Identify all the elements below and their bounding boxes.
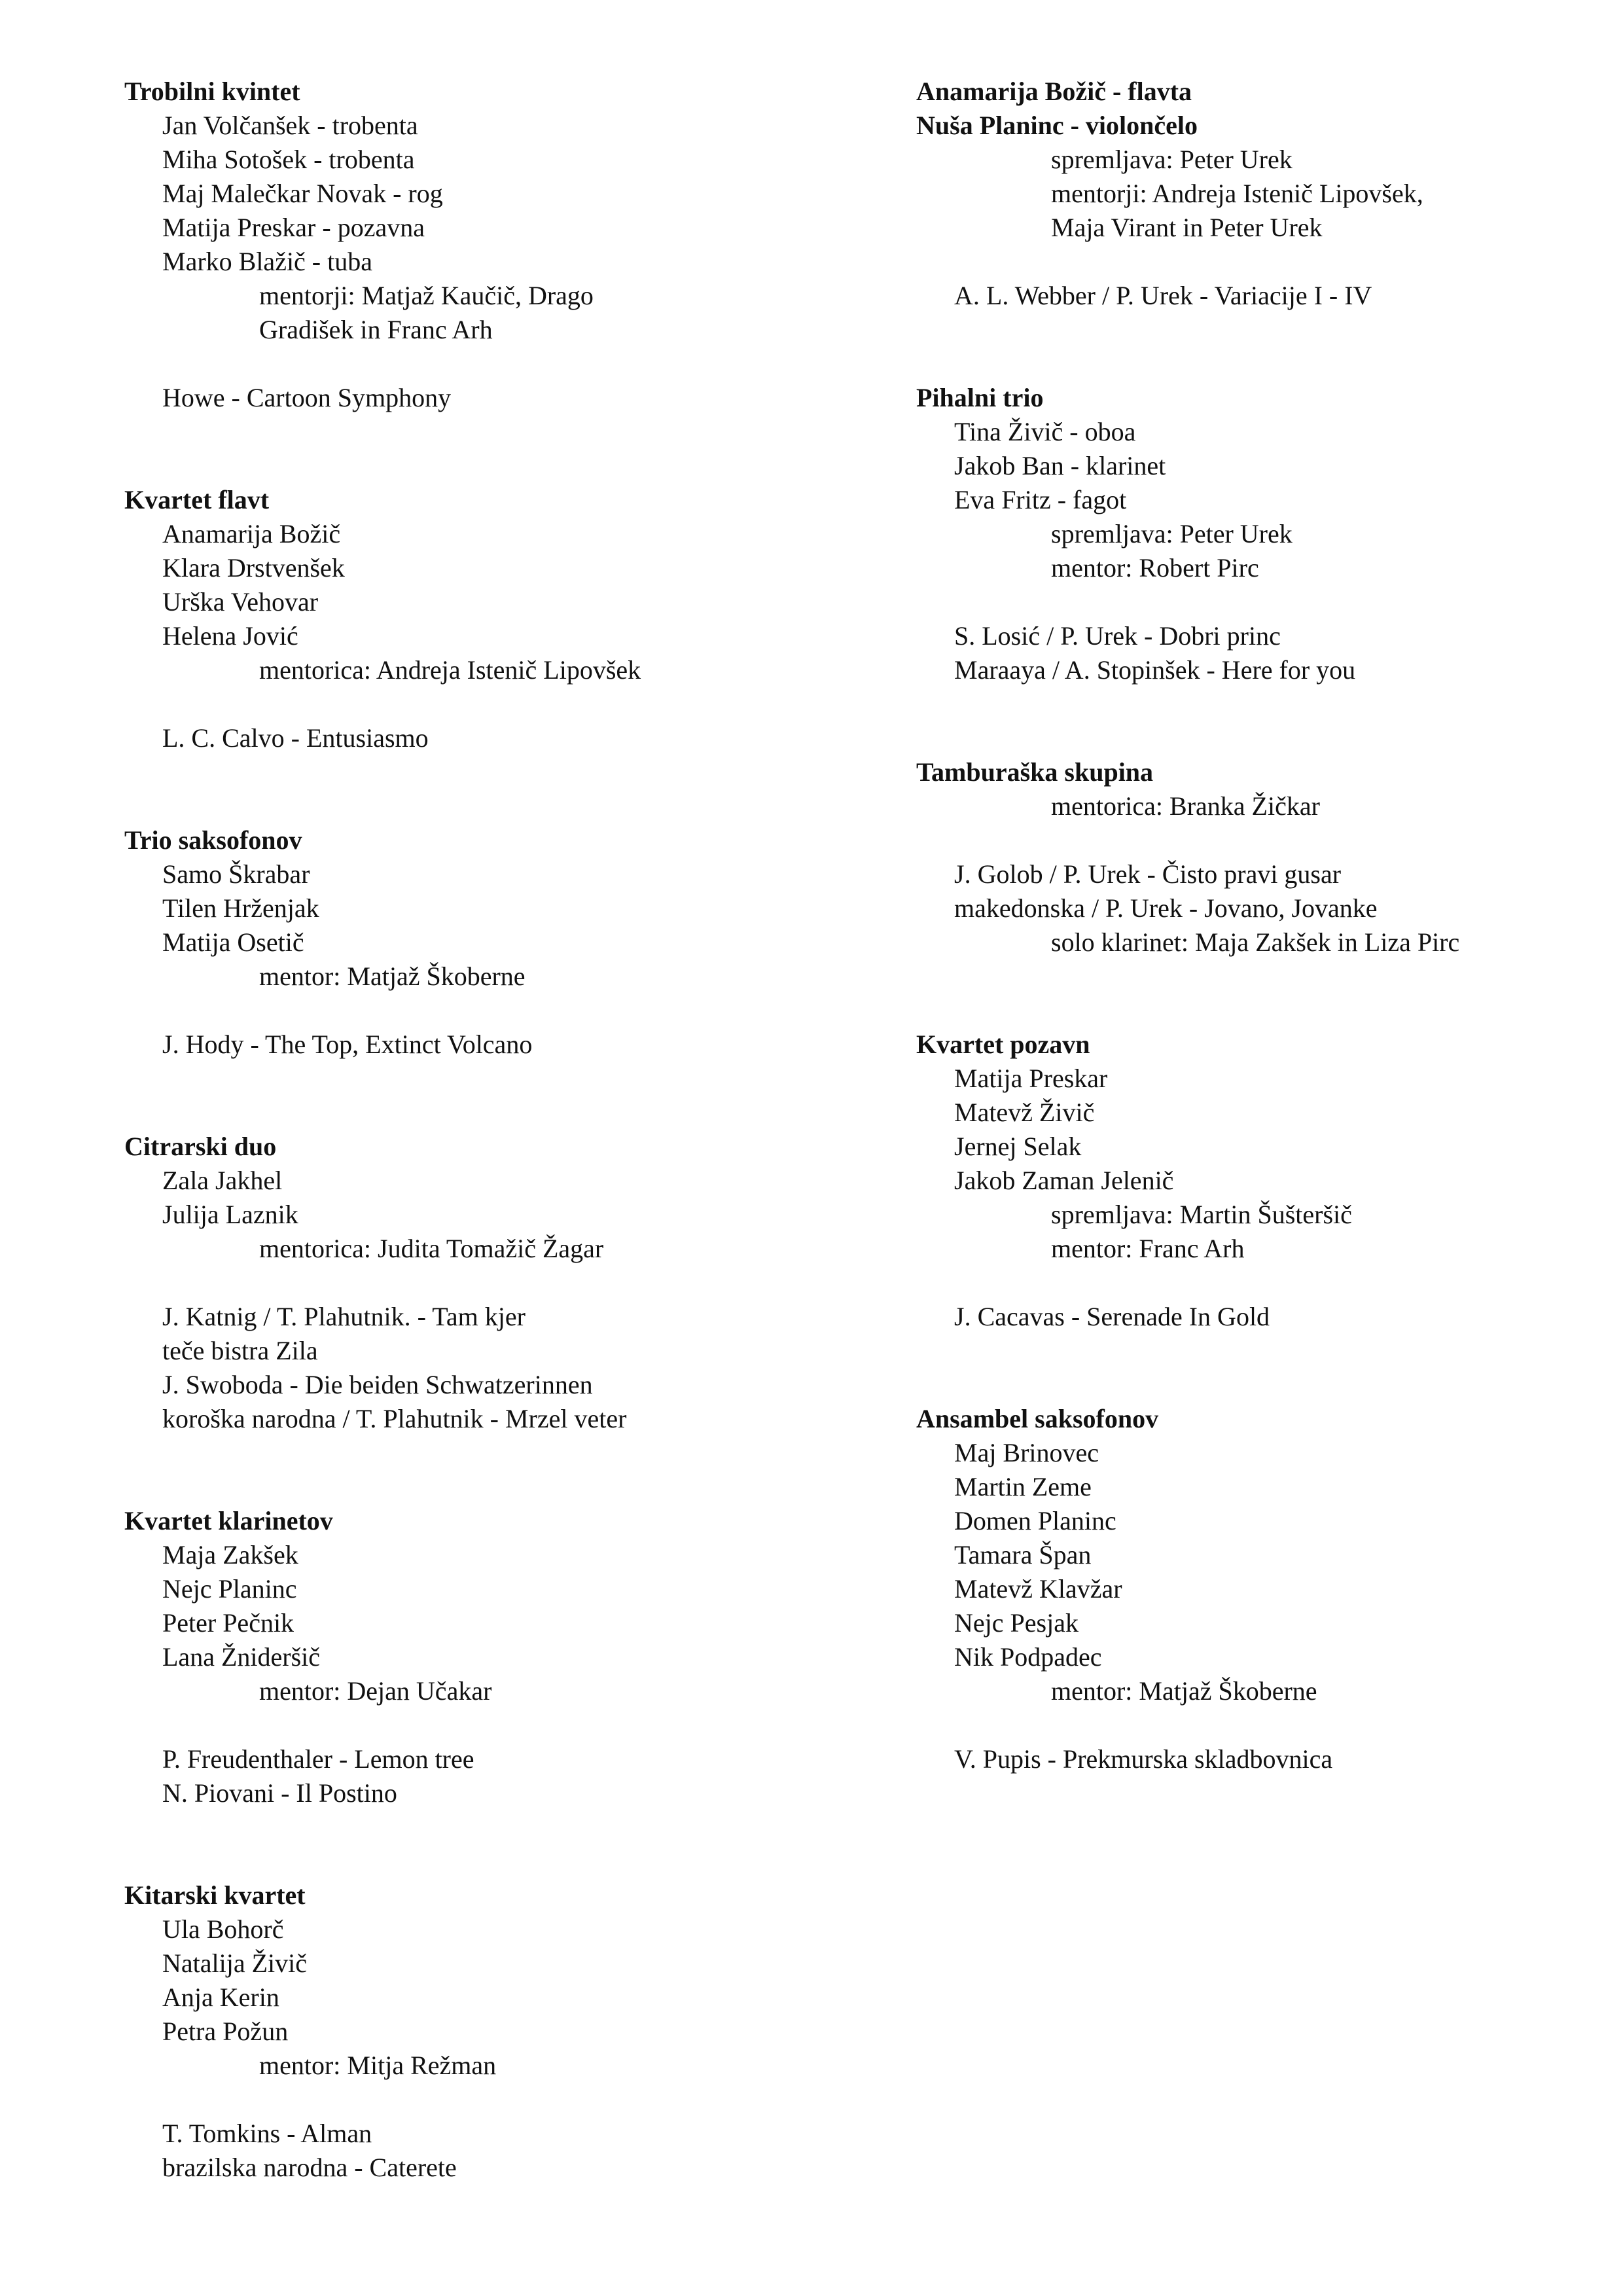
performer-name: Matevž Klavžar (954, 1574, 1122, 1604)
mentor-note: Maja Virant in Peter Urek (1051, 213, 1323, 242)
ensemble-section (124, 1504, 877, 1810)
program-piece: makedonska / P. Urek - Jovano, Jovanke (954, 893, 1378, 923)
spacer (124, 1436, 877, 1504)
performer-name: Nik Podpadec (954, 1642, 1102, 1672)
mentor-note: mentor: Dejan Učakar (259, 1676, 492, 1706)
performer-name: Zala Jakhel (162, 1166, 283, 1195)
program-piece: J. Katnig / T. Plahutnik. - Tam kjer (162, 1302, 526, 1331)
mentor-note: mentor: Matjaž Škoberne (259, 961, 526, 991)
performer-name: Nejc Planinc (162, 1574, 297, 1604)
ensemble-heading: Kitarski kvartet (124, 1880, 306, 1910)
performer-name: Tilen Hrženjak (162, 893, 319, 923)
performer-name: Samo Škrabar (162, 859, 310, 889)
left-column (124, 75, 877, 2185)
mentor-note: mentor: Franc Arh (1051, 1234, 1245, 1263)
performer-name: Peter Pečnik (162, 1608, 294, 1638)
performer-name: Jakob Ban - klarinet (954, 451, 1166, 480)
spacer (916, 687, 1610, 755)
ensemble-section (124, 1130, 877, 1436)
spacer (916, 245, 1610, 279)
mentor-note: spremljava: Peter Urek (1051, 145, 1293, 174)
performer-name: Jakob Zaman Jelenič (954, 1166, 1174, 1195)
performer-name: Marko Blažič - tuba (162, 247, 372, 276)
ensemble-heading: Tamburaška skupina (916, 757, 1154, 787)
spacer (124, 687, 877, 721)
performer-name: Maj Malečkar Novak - rog (162, 179, 443, 208)
ensemble-heading: Kvartet pozavn (916, 1030, 1090, 1059)
spacer (124, 1266, 877, 1300)
ensemble-heading: Pihalni trio (916, 383, 1044, 412)
performer-name: Maj Brinovec (954, 1438, 1099, 1467)
mentor-note: spremljava: Peter Urek (1051, 519, 1293, 548)
mentor-note: mentorica: Andreja Istenič Lipovšek (259, 655, 641, 685)
performer-name: Miha Sotošek - trobenta (162, 145, 415, 174)
ensemble-heading: Kvartet flavt (124, 485, 270, 514)
performer-name: Jan Volčanšek - trobenta (162, 111, 418, 140)
ensemble-heading: Trobilni kvintet (124, 77, 300, 106)
mentor-note: Gradišek in Franc Arh (259, 315, 493, 344)
program-piece: S. Losić / P. Urek - Dobri princ (954, 621, 1281, 651)
right-column (916, 75, 1610, 1776)
performer-name: Martin Zeme (954, 1472, 1092, 1501)
performer-name: Ula Bohorč (162, 1914, 284, 1944)
program-piece: brazilska narodna - Caterete (162, 2153, 457, 2182)
spacer (124, 1062, 877, 1130)
ensemble-section (916, 1028, 1610, 1334)
performer-name: Anja Kerin (162, 1982, 279, 2012)
performer-name: Eva Fritz - fagot (954, 485, 1127, 514)
ensemble-section (916, 381, 1610, 687)
performer-name: Urška Vehovar (162, 587, 319, 617)
mentor-note: mentor: Matjaž Škoberne (1051, 1676, 1317, 1706)
performer-name: Matevž Živič (954, 1098, 1095, 1127)
ensemble-section (916, 1402, 1610, 1776)
performer-name: Natalija Živič (162, 1948, 308, 1978)
ensemble-heading: Ansambel saksofonov (916, 1404, 1159, 1433)
program-piece: koroška narodna / T. Plahutnik - Mrzel veter (162, 1404, 627, 1433)
spacer (916, 313, 1610, 381)
spacer (124, 415, 877, 483)
program-piece: Howe - Cartoon Symphony (162, 383, 452, 412)
spacer (916, 585, 1610, 619)
ensemble-heading: Nuša Planinc - violončelo (916, 111, 1198, 140)
spacer (124, 1708, 877, 1742)
mentor-note: mentor: Mitja Režman (259, 2051, 497, 2080)
program-piece: J. Cacavas - Serenade In Gold (954, 1302, 1270, 1331)
program-piece: Maraaya / A. Stopinšek - Here for you (954, 655, 1356, 685)
performer-name: Helena Jović (162, 621, 298, 651)
performer-name: Matija Preskar (954, 1064, 1108, 1093)
program-piece: P. Freudenthaler - Lemon tree (162, 1744, 474, 1774)
spacer (916, 1708, 1610, 1742)
spacer (124, 755, 877, 823)
mentor-note: mentor: Robert Pirc (1051, 553, 1259, 583)
performer-name: Petra Požun (162, 2017, 289, 2046)
performer-name: Julija Laznik (162, 1200, 298, 1229)
mentor-note: mentorica: Judita Tomažič Žagar (259, 1234, 604, 1263)
mentor-note: mentorica: Branka Žičkar (1051, 791, 1320, 821)
mentor-note: mentorji: Andreja Istenič Lipovšek, (1051, 179, 1423, 208)
ensemble-section (124, 483, 877, 755)
spacer (916, 1266, 1610, 1300)
ensemble-heading: Anamarija Božič - flavta (916, 77, 1192, 106)
performer-name: Tamara Špan (954, 1540, 1092, 1570)
ensemble-section (124, 1878, 877, 2185)
performer-name: Maja Zakšek (162, 1540, 298, 1570)
program-piece: T. Tomkins - Alman (162, 2119, 372, 2148)
performer-name: Tina Živič - oboa (954, 417, 1136, 446)
spacer (916, 1334, 1610, 1402)
spacer (124, 1810, 877, 1878)
performer-name: Lana Žnideršič (162, 1642, 320, 1672)
mentor-note: mentorji: Matjaž Kaučič, Drago (259, 281, 594, 310)
ensemble-section (916, 755, 1610, 960)
performer-name: Domen Planinc (954, 1506, 1116, 1535)
ensemble-section (124, 75, 877, 415)
performer-name: Klara Drstvenšek (162, 553, 345, 583)
program-piece: N. Piovani - Il Postino (162, 1778, 397, 1808)
spacer (916, 960, 1610, 1028)
solo-note: solo klarinet: Maja Zakšek in Liza Pirc (1051, 927, 1460, 957)
performer-name: Anamarija Božič (162, 519, 341, 548)
program-piece: J. Hody - The Top, Extinct Volcano (162, 1030, 533, 1059)
spacer (124, 347, 877, 381)
spacer (124, 994, 877, 1028)
performer-name: Matija Osetič (162, 927, 304, 957)
program-piece: teče bistra Zila (162, 1336, 318, 1365)
performer-name: Jernej Selak (954, 1132, 1082, 1161)
mentor-note: spremljava: Martin Šušteršič (1051, 1200, 1352, 1229)
spacer (916, 823, 1610, 857)
spacer (124, 2083, 877, 2117)
program-piece: J. Golob / P. Urek - Čisto pravi gusar (954, 859, 1342, 889)
performer-name: Nejc Pesjak (954, 1608, 1079, 1638)
ensemble-section (916, 75, 1610, 313)
ensemble-section (124, 823, 877, 1062)
program-piece: J. Swoboda - Die beiden Schwatzerinnen (162, 1370, 593, 1399)
program-piece: V. Pupis - Prekmurska skladbovnica (954, 1744, 1333, 1774)
ensemble-heading: Citrarski duo (124, 1132, 277, 1161)
program-piece: L. C. Calvo - Entusiasmo (162, 723, 429, 753)
ensemble-heading: Kvartet klarinetov (124, 1506, 333, 1535)
ensemble-heading: Trio saksofonov (124, 825, 302, 855)
performer-name: Matija Preskar - pozavna (162, 213, 425, 242)
program-piece: A. L. Webber / P. Urek - Variacije I - IV (954, 281, 1372, 310)
